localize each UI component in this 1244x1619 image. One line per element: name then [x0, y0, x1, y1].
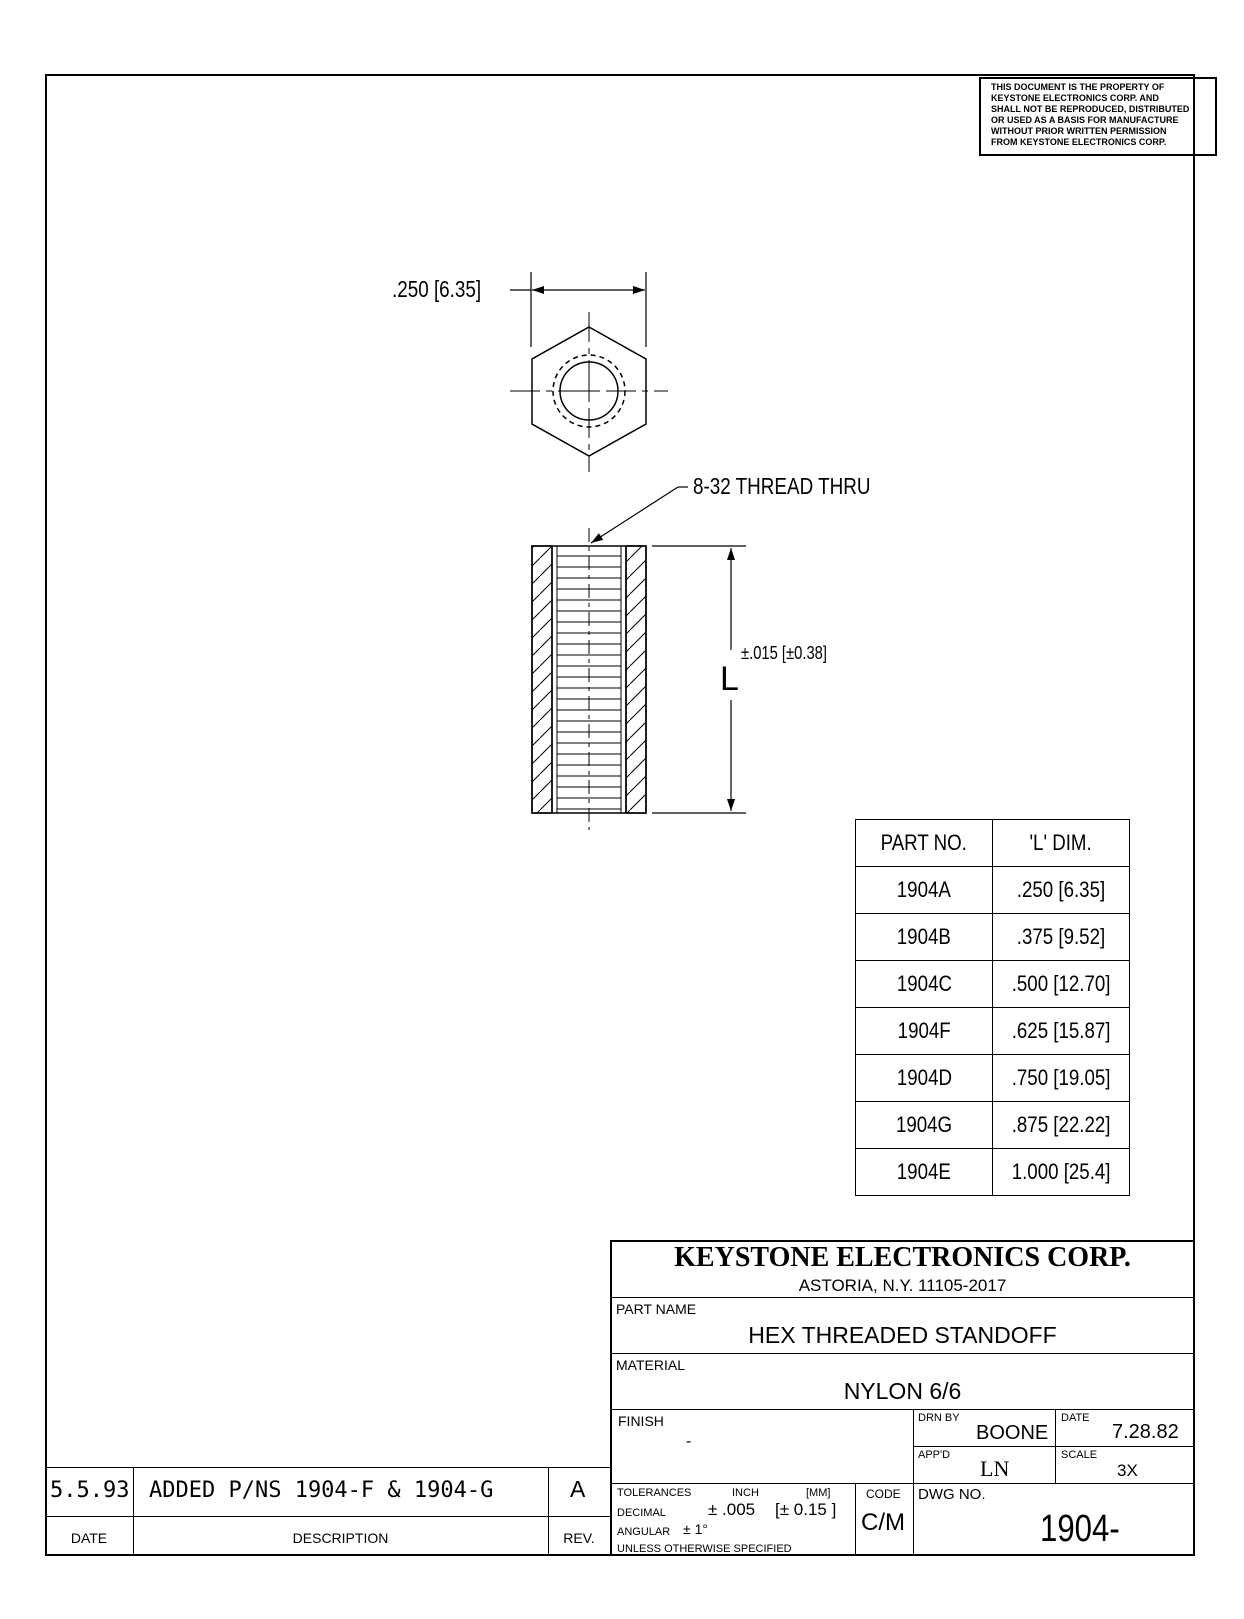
table-row: [856, 914, 1130, 961]
table-header-row: [856, 820, 1130, 867]
finish-label: FINISH: [618, 1413, 664, 1429]
width-dim-label: .250 [6.35]: [392, 276, 482, 302]
divider: [913, 1409, 914, 1556]
dwg-no-label: DWG NO.: [918, 1486, 986, 1503]
material-value: NYLON 6/6: [843, 1378, 962, 1404]
thread-leader: [591, 487, 688, 543]
thread-note: 8-32 THREAD THRU: [693, 473, 871, 499]
l-dim-cell: .625 [15.87]: [993, 1008, 1130, 1055]
header-part-no: PART NO.: [856, 820, 993, 867]
rev-column-label: REV.: [563, 1530, 595, 1546]
unless-note: UNLESS OTHERWISE SPECIFIED: [617, 1543, 792, 1555]
notice-line: SHALL NOT BE REPRODUCED, DISTRIBUTED: [991, 104, 1190, 114]
l-dim-cell: 1.000 [25.4]: [993, 1149, 1130, 1196]
part-no-cell: 1904F: [856, 1008, 993, 1055]
table-row: [856, 961, 1130, 1008]
l-dim-cell: .750 [19.05]: [993, 1055, 1130, 1102]
divider: [913, 1446, 1195, 1447]
divider: [855, 1483, 856, 1556]
part-name-label: PART NAME: [616, 1301, 697, 1317]
part-no-cell: 1904A: [856, 867, 993, 914]
header-l-dim: 'L' DIM.: [993, 820, 1130, 867]
code-value: C/M: [861, 1509, 905, 1536]
part-no-cell: 1904E: [856, 1149, 993, 1196]
divider: [45, 1516, 610, 1517]
l-dim-cell: .875 [22.22]: [993, 1102, 1130, 1149]
width-dimension: [510, 272, 646, 347]
material-label: MATERIAL: [616, 1357, 685, 1373]
notice-line: FROM KEYSTONE ELECTRONICS CORP.: [991, 137, 1167, 147]
drn-by-value: BOONE: [976, 1422, 1049, 1444]
revision-date: 5.5.93: [50, 1478, 130, 1503]
scale-value: 3X: [1117, 1461, 1138, 1480]
decimal-label: DECIMAL: [617, 1507, 666, 1519]
notice-line: KEYSTONE ELECTRONICS CORP. AND: [991, 93, 1159, 103]
part-name: HEX THREADED STANDOFF: [748, 1322, 1057, 1348]
mm-label: [MM]: [806, 1487, 831, 1499]
angular-tolerance: ± 1°: [683, 1521, 708, 1537]
notice-line: THIS DOCUMENT IS THE PROPERTY OF: [991, 82, 1165, 92]
length-tolerance: ±.015 [±0.38]: [741, 643, 827, 663]
code-label: CODE: [866, 1487, 901, 1501]
part-no-cell: 1904B: [856, 914, 993, 961]
table-row: [856, 1149, 1130, 1196]
company-name: KEYSTONE ELECTRONICS CORP.: [674, 1242, 1131, 1273]
company-address: ASTORIA, N.Y. 11105-2017: [798, 1276, 1007, 1295]
table-row: [856, 1008, 1130, 1055]
date-value: 7.28.82: [1112, 1421, 1179, 1443]
appd-value: LN: [980, 1456, 1010, 1481]
divider: [610, 1297, 1195, 1298]
notice-line: WITHOUT PRIOR WRITTEN PERMISSION: [991, 126, 1167, 136]
hex-top-view: [510, 312, 668, 472]
divider: [610, 1409, 1195, 1410]
l-dim-cell: .375 [9.52]: [993, 914, 1130, 961]
decimal-tolerance-mm: [± 0.15 ]: [775, 1500, 837, 1519]
tolerances-label: TOLERANCES: [617, 1487, 692, 1499]
appd-label: APP'D: [918, 1449, 951, 1461]
parts-table: [855, 819, 1130, 1196]
decimal-tolerance: ± .005: [708, 1500, 756, 1519]
section-view: [532, 528, 646, 830]
part-no-cell: 1904D: [856, 1055, 993, 1102]
revision-description: ADDED P/NS 1904-F & 1904-G: [149, 1478, 494, 1503]
angular-label: ANGULAR: [617, 1526, 671, 1538]
divider: [610, 1483, 1195, 1484]
dwg-no-value: 1904-: [1040, 1508, 1120, 1550]
revision-letter: A: [570, 1476, 586, 1502]
description-column-label: DESCRIPTION: [292, 1530, 389, 1546]
table-row: [856, 1102, 1130, 1149]
drn-by-label: DRN BY: [918, 1412, 960, 1424]
divider: [45, 1467, 610, 1468]
length-label: L: [720, 660, 739, 698]
divider: [610, 1353, 1195, 1354]
part-no-cell: 1904C: [856, 961, 993, 1008]
table-row: [856, 1055, 1130, 1102]
inch-label: INCH: [732, 1487, 759, 1499]
l-dim-cell: .500 [12.70]: [993, 961, 1130, 1008]
finish-value: -: [686, 1433, 692, 1450]
table-row: [856, 867, 1130, 914]
part-no-cell: 1904G: [856, 1102, 993, 1149]
notice-line: OR USED AS A BASIS FOR MANUFACTURE: [991, 115, 1179, 125]
scale-label: SCALE: [1061, 1449, 1098, 1461]
date-label: DATE: [1061, 1412, 1090, 1424]
l-dim-cell: .250 [6.35]: [993, 867, 1130, 914]
divider: [1055, 1409, 1056, 1483]
date-column-label: DATE: [70, 1530, 108, 1546]
